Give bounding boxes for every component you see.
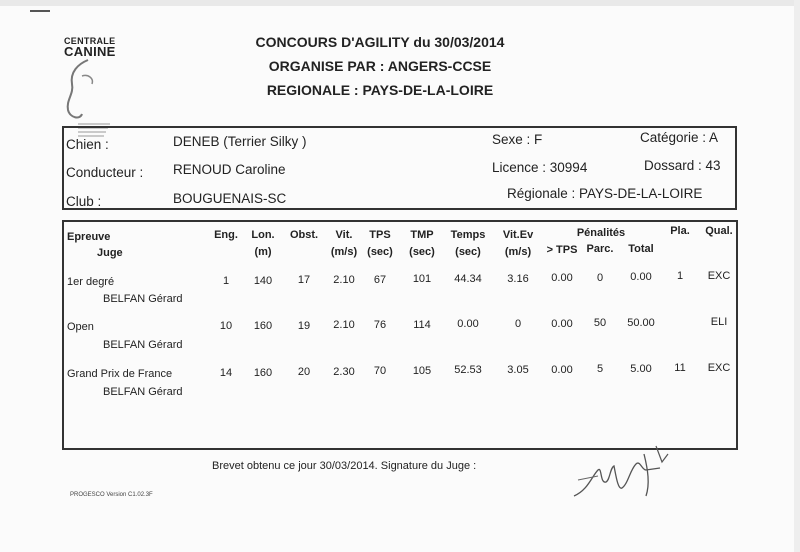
logo-line-2: CANINE bbox=[64, 44, 116, 59]
row-eng: 14 bbox=[219, 367, 233, 379]
organizer-line: ORGANISE PAR : ANGERS-CCSE bbox=[268, 58, 492, 74]
licence-field: Licence : 30994 bbox=[492, 160, 588, 175]
header-temps-unit: (sec) bbox=[455, 246, 481, 258]
sexe-field: Sexe : F bbox=[492, 132, 543, 147]
header-pen-total: Total bbox=[628, 243, 654, 255]
club-label: Club : bbox=[66, 194, 102, 209]
categorie-field: Catégorie : A bbox=[640, 130, 719, 145]
row-obst: 20 bbox=[297, 366, 311, 378]
row-epreuve: Grand Prix de France bbox=[67, 368, 173, 380]
row-tmp: 114 bbox=[413, 319, 431, 331]
row-pen-total: 50.00 bbox=[627, 317, 655, 329]
header-penalites: Pénalités bbox=[576, 227, 626, 239]
row-pen-tps: 0.00 bbox=[551, 318, 573, 330]
row-temps: 0.00 bbox=[457, 318, 479, 330]
header-qual: Qual. bbox=[705, 225, 733, 237]
header-pen-tps: > TPS bbox=[546, 244, 578, 256]
row-pla: 1 bbox=[676, 270, 684, 282]
row-eng: 10 bbox=[219, 320, 233, 332]
row-vit: 2.10 bbox=[333, 319, 355, 331]
row-vit: 2.30 bbox=[333, 366, 355, 378]
header-eng: Eng. bbox=[214, 229, 238, 241]
row-vitev: 3.05 bbox=[507, 364, 529, 376]
header-tmp: TMP bbox=[410, 229, 434, 241]
row-juge: BELFAN Gérard bbox=[103, 293, 183, 305]
header-vit-unit: (m/s) bbox=[330, 246, 358, 258]
row-tps: 70 bbox=[373, 365, 387, 377]
header-vitev: Vit.Ev bbox=[502, 229, 534, 241]
row-eng: 1 bbox=[222, 275, 230, 287]
row-epreuve: 1er degré bbox=[67, 276, 115, 288]
row-pen-total: 0.00 bbox=[630, 271, 652, 283]
header-tps-unit: (sec) bbox=[367, 246, 393, 258]
scan-edge-top bbox=[0, 0, 800, 6]
event-title: CONCOURS D'AGILITY du 30/03/2014 bbox=[255, 34, 505, 50]
header-epreuve: Epreuve bbox=[67, 231, 111, 243]
row-epreuve: Open bbox=[67, 321, 94, 333]
dossard-field: Dossard : 43 bbox=[644, 158, 721, 173]
regional-line: REGIONALE : PAYS-DE-LA-LOIRE bbox=[266, 82, 494, 98]
row-pen-tps: 0.00 bbox=[551, 364, 573, 376]
club-value: BOUGUENAIS-SC bbox=[173, 191, 287, 206]
scan-mark bbox=[30, 10, 50, 12]
row-pen-parc: 5 bbox=[596, 363, 604, 375]
row-tps: 76 bbox=[373, 319, 387, 331]
header-pen-parc: Parc. bbox=[586, 243, 614, 255]
header-lon-unit: (m) bbox=[254, 246, 272, 258]
conducteur-label: Conducteur : bbox=[66, 165, 144, 180]
row-tmp: 101 bbox=[412, 273, 432, 285]
row-pla: 11 bbox=[674, 362, 686, 374]
chien-value: DENEB (Terrier Silky ) bbox=[173, 134, 307, 149]
header-temps: Temps bbox=[450, 229, 486, 241]
software-version: PROGESCO Version C1.02.3F bbox=[70, 492, 153, 498]
row-vit: 2.10 bbox=[333, 274, 355, 286]
row-pen-tps: 0.00 bbox=[551, 272, 573, 284]
row-qual: EXC bbox=[707, 362, 731, 374]
row-juge: BELFAN Gérard bbox=[103, 339, 183, 351]
regionale-field: Régionale : PAYS-DE-LA-LOIRE bbox=[507, 186, 703, 201]
row-lon: 160 bbox=[253, 320, 273, 332]
row-lon: 160 bbox=[253, 367, 273, 379]
row-juge: BELFAN Gérard bbox=[103, 386, 183, 398]
chien-label: Chien : bbox=[66, 137, 109, 152]
header-tmp-unit: (sec) bbox=[409, 246, 435, 258]
header-vitev-unit: (m/s) bbox=[504, 246, 532, 258]
header-vit: Vit. bbox=[335, 229, 353, 241]
row-temps: 52.53 bbox=[454, 364, 482, 376]
row-qual: ELI bbox=[710, 316, 728, 328]
judge-signature-icon bbox=[570, 440, 690, 504]
header-tps: TPS bbox=[369, 229, 391, 241]
header-lon: Lon. bbox=[251, 229, 275, 241]
header-juge: Juge bbox=[97, 247, 123, 259]
row-pen-parc: 0 bbox=[596, 272, 604, 284]
row-pen-total: 5.00 bbox=[630, 363, 652, 375]
row-temps: 44.34 bbox=[454, 273, 482, 285]
header-obst: Obst. bbox=[289, 229, 319, 241]
row-tmp: 105 bbox=[412, 365, 432, 377]
scan-edge-right bbox=[794, 0, 800, 552]
logo-line-1: CENTRALE bbox=[64, 36, 116, 46]
row-vitev: 0 bbox=[514, 318, 522, 330]
row-vitev: 3.16 bbox=[507, 273, 529, 285]
row-qual: EXC bbox=[707, 270, 731, 282]
row-tps: 67 bbox=[373, 274, 387, 286]
row-lon: 140 bbox=[253, 275, 273, 287]
brevet-footer: Brevet obtenu ce jour 30/03/2014. Signature du Juge : bbox=[212, 460, 477, 472]
row-obst: 17 bbox=[297, 274, 311, 286]
row-obst: 19 bbox=[297, 320, 311, 332]
row-pen-parc: 50 bbox=[593, 317, 607, 329]
conducteur-value: RENOUD Caroline bbox=[173, 162, 286, 177]
header-pla: Pla. bbox=[670, 225, 690, 237]
